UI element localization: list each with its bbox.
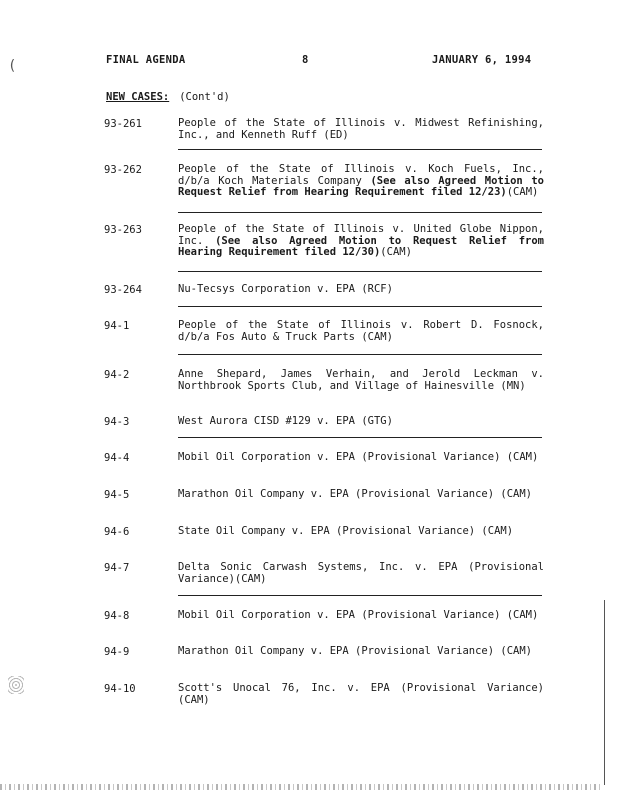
signature-line: [178, 271, 542, 272]
case-title: People of the State of Illinois v. Midwest Refinishing, Inc., and Kenneth Ruff (ED): [178, 117, 544, 141]
case-number: 94-2: [104, 369, 130, 381]
case-number: 93-264: [104, 284, 142, 296]
case-number: 93-263: [104, 224, 142, 236]
case-number: 93-261: [104, 118, 142, 130]
case-number: 94-6: [104, 526, 130, 538]
case-note: (See also Agreed Motion to Request Relief from Hearing Requirement filed 12/23): [178, 174, 544, 198]
case-number: 94-7: [104, 562, 130, 574]
case-number: 94-8: [104, 610, 130, 622]
case-title: Delta Sonic Carwash Systems, Inc. v. EPA (Provisional Variance)(CAM): [178, 561, 544, 585]
signature-line: [178, 437, 542, 438]
section-label: NEW CASES:: [106, 91, 170, 103]
scan-mark: (: [8, 58, 17, 74]
signature-line: [178, 595, 542, 596]
agenda-date: JANUARY 6, 1994: [432, 54, 532, 66]
case-number: 94-3: [104, 416, 130, 428]
case-title: People of the State of Illinois v. United Globe Nippon, Inc. (See also Agreed Motion to Request Relief from Hearing Requirement filed 12/30)(CAM): [178, 223, 544, 258]
case-title: People of the State of Illinois v. Koch Fuels, Inc., d/b/a Koch Materials Company (See also Agreed Motion to Request Relief from Hearing Requirement filed 12/23)(CAM): [178, 163, 544, 198]
case-number: 94-1: [104, 320, 130, 332]
case-number: 93-262: [104, 164, 142, 176]
case-title: Mobil Oil Corporation v. EPA (Provisional Variance) (CAM): [178, 451, 539, 463]
case-number: 94-4: [104, 452, 130, 464]
case-title: West Aurora CISD #129 v. EPA (GTG): [178, 415, 393, 427]
section-heading: [106, 91, 230, 103]
case-title: Nu-Tecsys Corporation v. EPA (RCF): [178, 283, 393, 295]
scan-speck: [8, 676, 24, 694]
signature-line: [178, 306, 542, 307]
scan-noise: [0, 784, 600, 790]
case-title: People of the State of Illinois v. Robert D. Fosnock, d/b/a Fos Auto & Truck Parts (CAM): [178, 319, 544, 343]
page-number: 8: [302, 54, 309, 66]
case-title: Marathon Oil Company v. EPA (Provisional Variance) (CAM): [178, 645, 533, 657]
scan-edge: [604, 600, 605, 785]
case-title: State Oil Company v. EPA (Provisional Variance) (CAM): [178, 525, 514, 537]
section-continued: (Cont'd): [179, 91, 230, 103]
case-number: 94-10: [104, 683, 136, 695]
case-number: 94-5: [104, 489, 130, 501]
case-note: (See also Agreed Motion to Request Relief from Hearing Requirement filed 12/30): [178, 234, 544, 258]
signature-line: [178, 212, 542, 213]
signature-line: [178, 149, 542, 150]
case-title: Scott's Unocal 76, Inc. v. EPA (Provisional Variance)(CAM): [178, 682, 544, 706]
signature-line: [178, 354, 542, 355]
case-title: Anne Shepard, James Verhain, and Jerold Leckman v. Northbrook Sports Club, and Village of Hainesville (MN): [178, 368, 544, 392]
case-title: Mobil Oil Corporation v. EPA (Provisional Variance) (CAM): [178, 609, 539, 621]
agenda-title: FINAL AGENDA: [106, 54, 186, 66]
case-title: Marathon Oil Company v. EPA (Provisional Variance) (CAM): [178, 488, 533, 500]
case-number: 94-9: [104, 646, 130, 658]
